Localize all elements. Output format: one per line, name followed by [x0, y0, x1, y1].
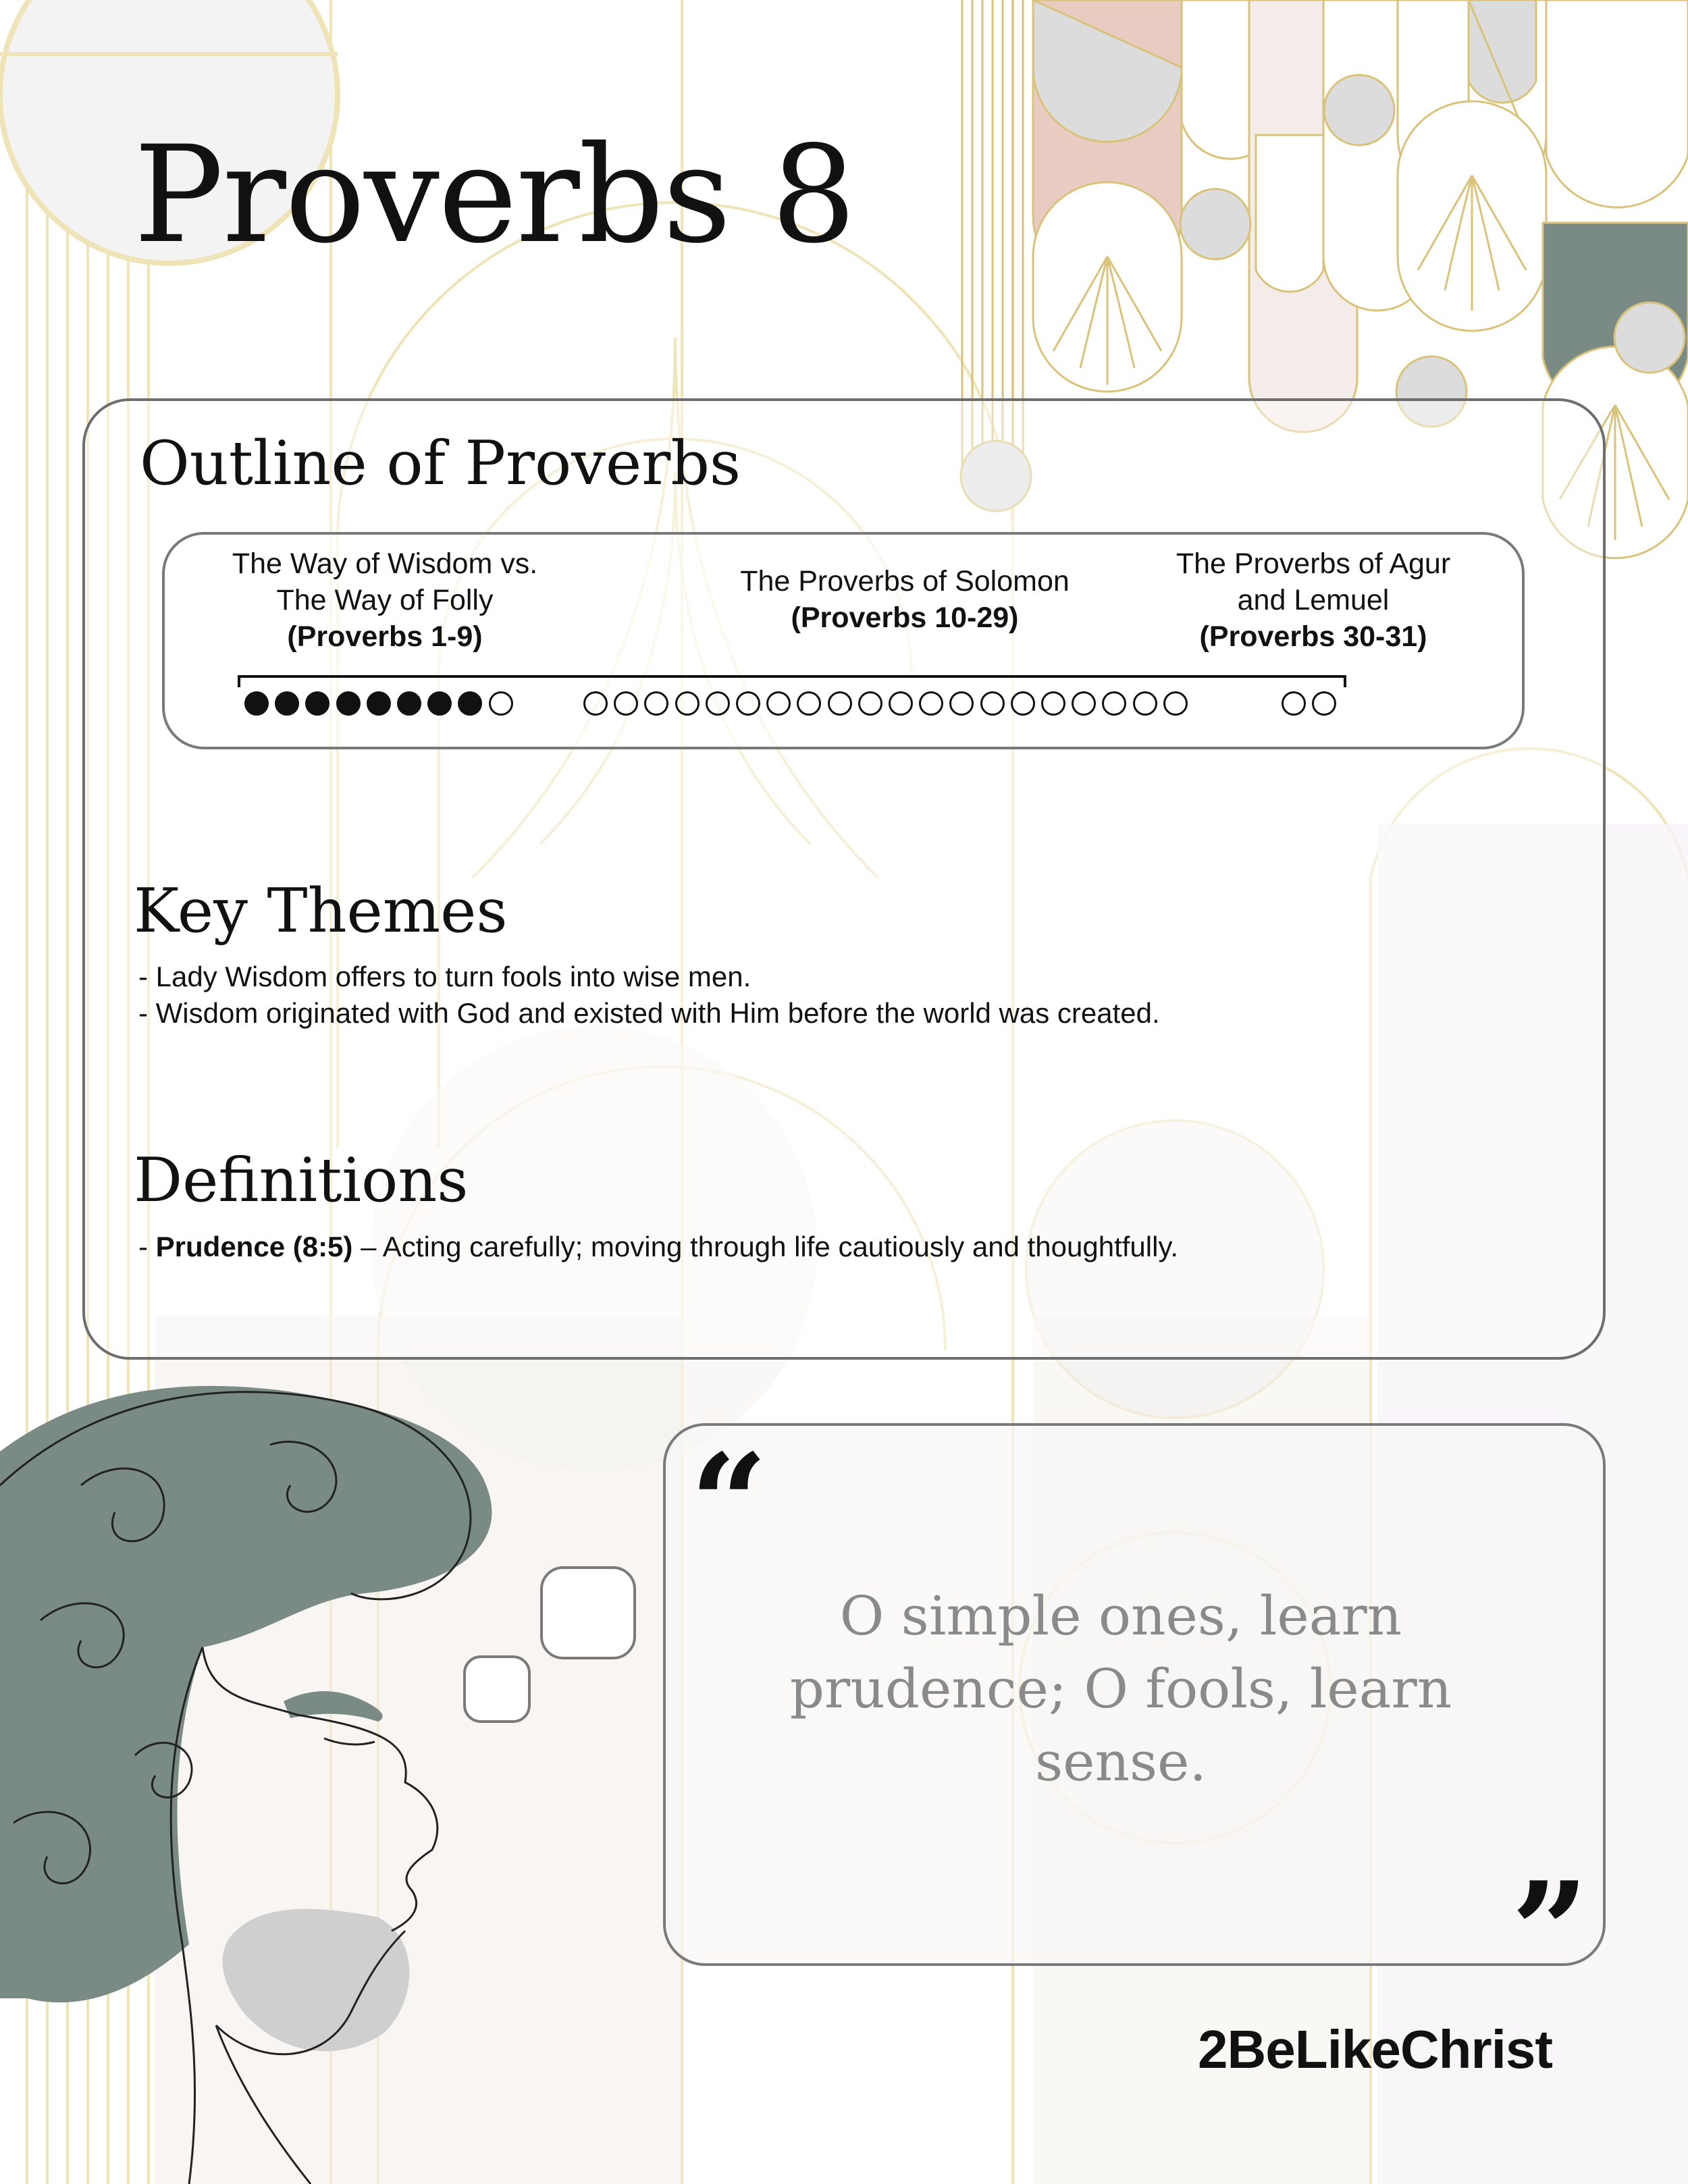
outline-section-line: The Proverbs of Agur: [1176, 548, 1451, 580]
chapter-dot: [919, 691, 943, 716]
chapter-dot: [675, 691, 700, 716]
definition-term: Prudence (8:5): [155, 1231, 353, 1262]
outline-bracket: [238, 675, 1346, 687]
thought-bubble: [540, 1566, 636, 1659]
chapter-dot: [889, 691, 913, 716]
outline-section-line: The Way of Wisdom vs.: [232, 548, 538, 580]
chapter-dot: [275, 691, 299, 716]
chapter-dot: [766, 691, 791, 716]
chapter-dot: [706, 691, 730, 716]
chapter-dot: [336, 691, 361, 716]
brand-logo-text: 2BeLikeChrist: [1198, 2019, 1552, 2079]
thought-bubble: [463, 1655, 531, 1723]
outline-section-ref: (Proverbs 10-29): [791, 602, 1019, 634]
chapter-dot: [980, 691, 1005, 716]
outline-section-line: and Lemuel: [1237, 584, 1390, 616]
theme-item: - Lady Wisdom offers to turn fools into wise men.: [138, 961, 751, 992]
outline-section-solomon: [702, 563, 1107, 636]
outline-section-ref: (Proverbs 30-31): [1199, 620, 1427, 653]
chapter-dot: [583, 691, 608, 716]
chapter-dot: [427, 691, 452, 716]
chapter-dot: [1011, 691, 1035, 716]
definition-item: - Prudence (8:5) – Acting carefully; moving through life cautiously and thoughtfully.: [138, 1231, 1178, 1262]
chapter-dot: [1041, 691, 1065, 716]
chapter-dot: [1282, 691, 1306, 716]
chapter-dot: [858, 691, 882, 716]
chapter-dot: [1163, 691, 1188, 716]
chapter-dot: [736, 691, 760, 716]
chapter-dot: [828, 691, 852, 716]
outline-section-ref: (Proverbs 1-9): [287, 620, 483, 653]
chapter-dot: [614, 691, 638, 716]
outline-section-line: The Proverbs of Solomon: [740, 565, 1070, 597]
chapter-dot: [397, 691, 421, 716]
chapter-dot: [367, 691, 391, 716]
outline-section-agur-lemuel: [1134, 545, 1492, 655]
theme-item: - Wisdom originated with God and existed with Him before the world was created.: [138, 997, 1160, 1029]
chapter-dot: [244, 691, 269, 716]
quote-text: O simple ones, learn prudence; O fools, learn sense.: [789, 1584, 1452, 1793]
outline-section-wisdom-vs-folly: [209, 545, 560, 655]
definition-text: – Acting carefully; moving through life cautiously and thoughtfully.: [352, 1231, 1178, 1262]
open-quote-icon: “: [690, 1424, 768, 1583]
outline-heading: Outline of Proverbs: [140, 428, 741, 499]
chapter-dot: [1133, 691, 1157, 716]
page-title: Proverbs 8: [134, 117, 855, 273]
definitions-heading: Definitions: [134, 1145, 469, 1216]
outline-section-line: The Way of Folly: [276, 584, 494, 616]
key-themes-heading: Key Themes: [134, 876, 508, 947]
chapter-dot: [1312, 691, 1336, 716]
close-quote-icon: ”: [1511, 1853, 1589, 2011]
chapter-dot: [1072, 691, 1096, 716]
chapter-dot: [489, 691, 513, 716]
